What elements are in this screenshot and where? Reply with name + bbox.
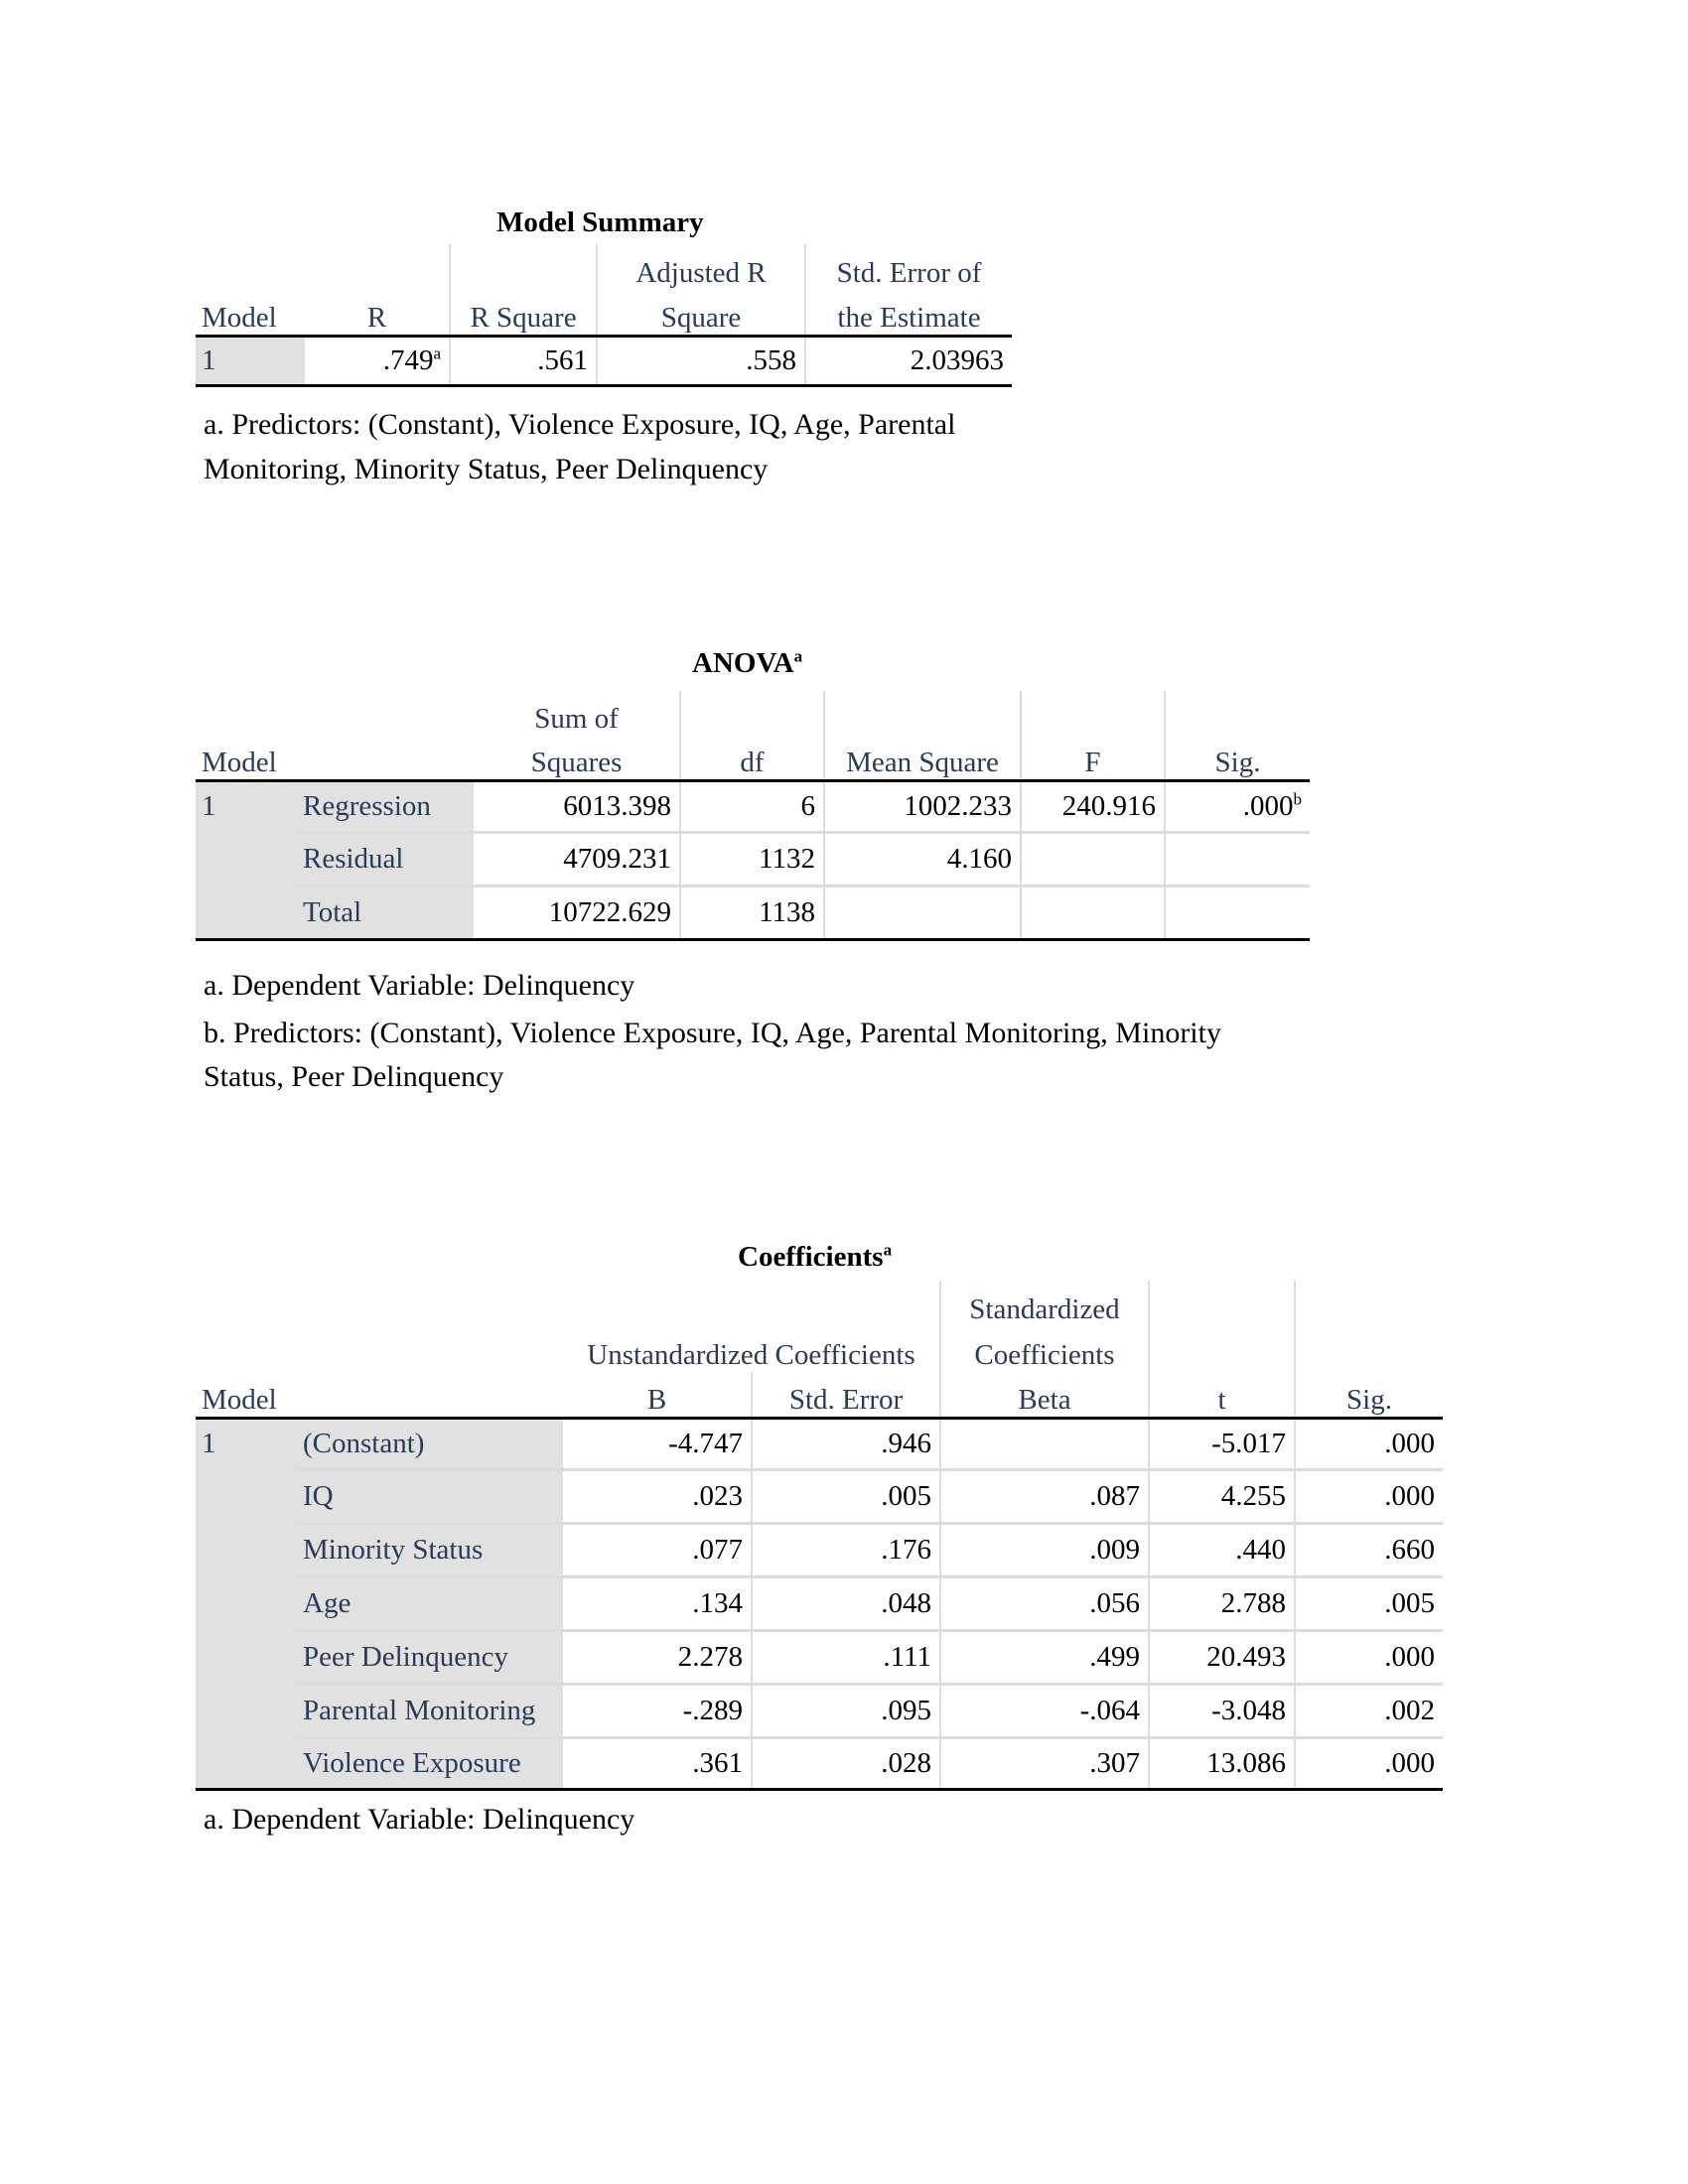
table-row — [196, 886, 1310, 939]
coefficients-footnote-a: a. Dependent Variable: Delinquency — [204, 1803, 635, 1836]
header-df: df — [680, 736, 824, 780]
cell-beta: -.064 — [940, 1684, 1149, 1737]
table-row — [196, 1469, 1443, 1523]
cell-t: 4.255 — [1149, 1469, 1295, 1523]
header-adjusted-r-square-line2: Square — [597, 290, 805, 336]
coefficients-title: Coefficients$^a$ — [738, 1240, 893, 1273]
row-label: Total — [295, 886, 474, 939]
cell-t: 13.086 — [1149, 1737, 1295, 1789]
table-row — [196, 1737, 1443, 1789]
cell-sig: .000 — [1295, 1630, 1443, 1684]
row-label: Minority Status — [295, 1523, 563, 1576]
cell-sig — [1165, 832, 1310, 886]
header-r: R — [305, 290, 450, 336]
cell-b: -.289 — [563, 1684, 752, 1737]
row-label: Age — [295, 1576, 563, 1630]
header-f: F — [1021, 736, 1165, 780]
header-standardized-coefficients-line2: Coefficients — [940, 1326, 1149, 1372]
cell-model: 1 — [196, 1418, 295, 1469]
header-unstandardized-coefficients: Unstandardized Coefficients — [587, 1339, 915, 1371]
header-mean-square: Mean Square — [824, 736, 1021, 780]
header-standardized-coefficients: Standardized — [940, 1281, 1149, 1326]
cell-f — [1021, 832, 1165, 886]
anova-footnote-b-cont: Status, Peer Delinquency — [204, 1060, 504, 1093]
row-label: Peer Delinquency — [295, 1630, 563, 1684]
cell-f: 240.916 — [1021, 780, 1165, 832]
cell-model: 1 — [196, 780, 295, 832]
cell-sum-of-squares: 4709.231 — [474, 832, 680, 886]
cell-t: 2.788 — [1149, 1576, 1295, 1630]
header-sig: Sig. — [1295, 1372, 1443, 1418]
cell-sig: .660 — [1295, 1523, 1443, 1576]
cell-f — [1021, 886, 1165, 939]
table-row — [196, 832, 1310, 886]
header-model: Model — [196, 290, 305, 336]
header-model: Model — [196, 736, 295, 780]
cell-sig: .000 — [1295, 1737, 1443, 1789]
cell-mean-square: 1002.233 — [824, 780, 1021, 832]
row-label: Regression — [295, 780, 474, 832]
model-summary-footnote-a-cont: Monitoring, Minority Status, Peer Delinquency — [204, 453, 769, 485]
header-beta: Beta — [940, 1372, 1149, 1418]
cell-sum-of-squares: 6013.398 — [474, 780, 680, 832]
cell-std-error: 2.03963 — [805, 336, 1012, 385]
header-adjusted-r-square: Adjusted R — [597, 244, 805, 290]
cell-b: -4.747 — [563, 1418, 752, 1469]
cell-t: -5.017 — [1149, 1418, 1295, 1469]
cell-t: .440 — [1149, 1523, 1295, 1576]
header-sum-of-squares: Sum of — [534, 703, 619, 735]
cell-r-square: .561 — [450, 336, 597, 385]
cell-std-error: .005 — [752, 1469, 940, 1523]
anova-title: ANOVA$^a$ — [692, 646, 803, 679]
cell-std-error: .111 — [752, 1630, 940, 1684]
row-label: Violence Exposure — [295, 1737, 563, 1789]
header-std-error-estimate-line2: the Estimate — [805, 290, 1012, 336]
table-row — [196, 336, 1012, 385]
anova-footnote-a: a. Dependent Variable: Delinquency — [204, 969, 635, 1002]
anova-footnote-b: b. Predictors: (Constant), Violence Exposure, IQ, Age, Parental Monitoring, Minority — [204, 1017, 1221, 1049]
cell-sig: .000 — [1295, 1469, 1443, 1523]
cell-beta: .087 — [940, 1469, 1149, 1523]
cell-std-error: .028 — [752, 1737, 940, 1789]
cell-beta: .499 — [940, 1630, 1149, 1684]
cell-model: 1 — [196, 336, 305, 385]
header-t: t — [1149, 1372, 1295, 1418]
header-r-square: R Square — [450, 290, 597, 336]
cell-sum-of-squares: 10722.629 — [474, 886, 680, 939]
row-label: IQ — [295, 1469, 563, 1523]
coefficients-table — [196, 1281, 1443, 1791]
row-label: (Constant) — [295, 1418, 563, 1469]
header-std-error-estimate: Std. Error of — [805, 244, 1012, 290]
cell-std-error: .095 — [752, 1684, 940, 1737]
header-model: Model — [196, 1372, 295, 1418]
cell-beta — [940, 1418, 1149, 1469]
table-row — [196, 1576, 1443, 1630]
table-row — [196, 780, 1310, 832]
cell-mean-square — [824, 886, 1021, 939]
anova-table — [196, 691, 1310, 941]
cell-b: .023 — [563, 1469, 752, 1523]
table-row — [196, 1684, 1443, 1737]
table-row — [196, 1418, 1443, 1469]
cell-df: 1138 — [680, 886, 824, 939]
cell-b: .134 — [563, 1576, 752, 1630]
cell-t: 20.493 — [1149, 1630, 1295, 1684]
cell-df: 1132 — [680, 832, 824, 886]
cell-df: 6 — [680, 780, 824, 832]
cell-b: .361 — [563, 1737, 752, 1789]
cell-sig: .002 — [1295, 1684, 1443, 1737]
model-summary-title: Model Summary — [496, 206, 704, 238]
row-label: Residual — [295, 832, 474, 886]
header-sum-of-squares-line2: Squares — [474, 736, 680, 780]
cell-std-error: .176 — [752, 1523, 940, 1576]
header-b: B — [563, 1372, 752, 1418]
cell-sig: .005 — [1295, 1576, 1443, 1630]
cell-t: -3.048 — [1149, 1684, 1295, 1737]
cell-beta: .056 — [940, 1576, 1149, 1630]
table-row — [196, 1630, 1443, 1684]
cell-std-error: .946 — [752, 1418, 940, 1469]
row-label: Parental Monitoring — [295, 1684, 563, 1737]
model-summary-footnote-a: a. Predictors: (Constant), Violence Exposure, IQ, Age, Parental — [204, 408, 956, 441]
cell-mean-square: 4.160 — [824, 832, 1021, 886]
cell-r: .749$^a$ — [305, 336, 450, 385]
cell-beta: .307 — [940, 1737, 1149, 1789]
header-sig: Sig. — [1165, 736, 1310, 780]
cell-b: .077 — [563, 1523, 752, 1576]
cell-adjusted-r-square: .558 — [597, 336, 805, 385]
cell-b: 2.278 — [563, 1630, 752, 1684]
cell-sig: .000$^b$ — [1165, 780, 1310, 832]
cell-std-error: .048 — [752, 1576, 940, 1630]
model-summary-table — [196, 244, 1012, 387]
header-std-error: Std. Error — [752, 1372, 940, 1418]
cell-beta: .009 — [940, 1523, 1149, 1576]
cell-sig — [1165, 886, 1310, 939]
cell-sig: .000 — [1295, 1418, 1443, 1469]
table-row — [196, 1523, 1443, 1576]
